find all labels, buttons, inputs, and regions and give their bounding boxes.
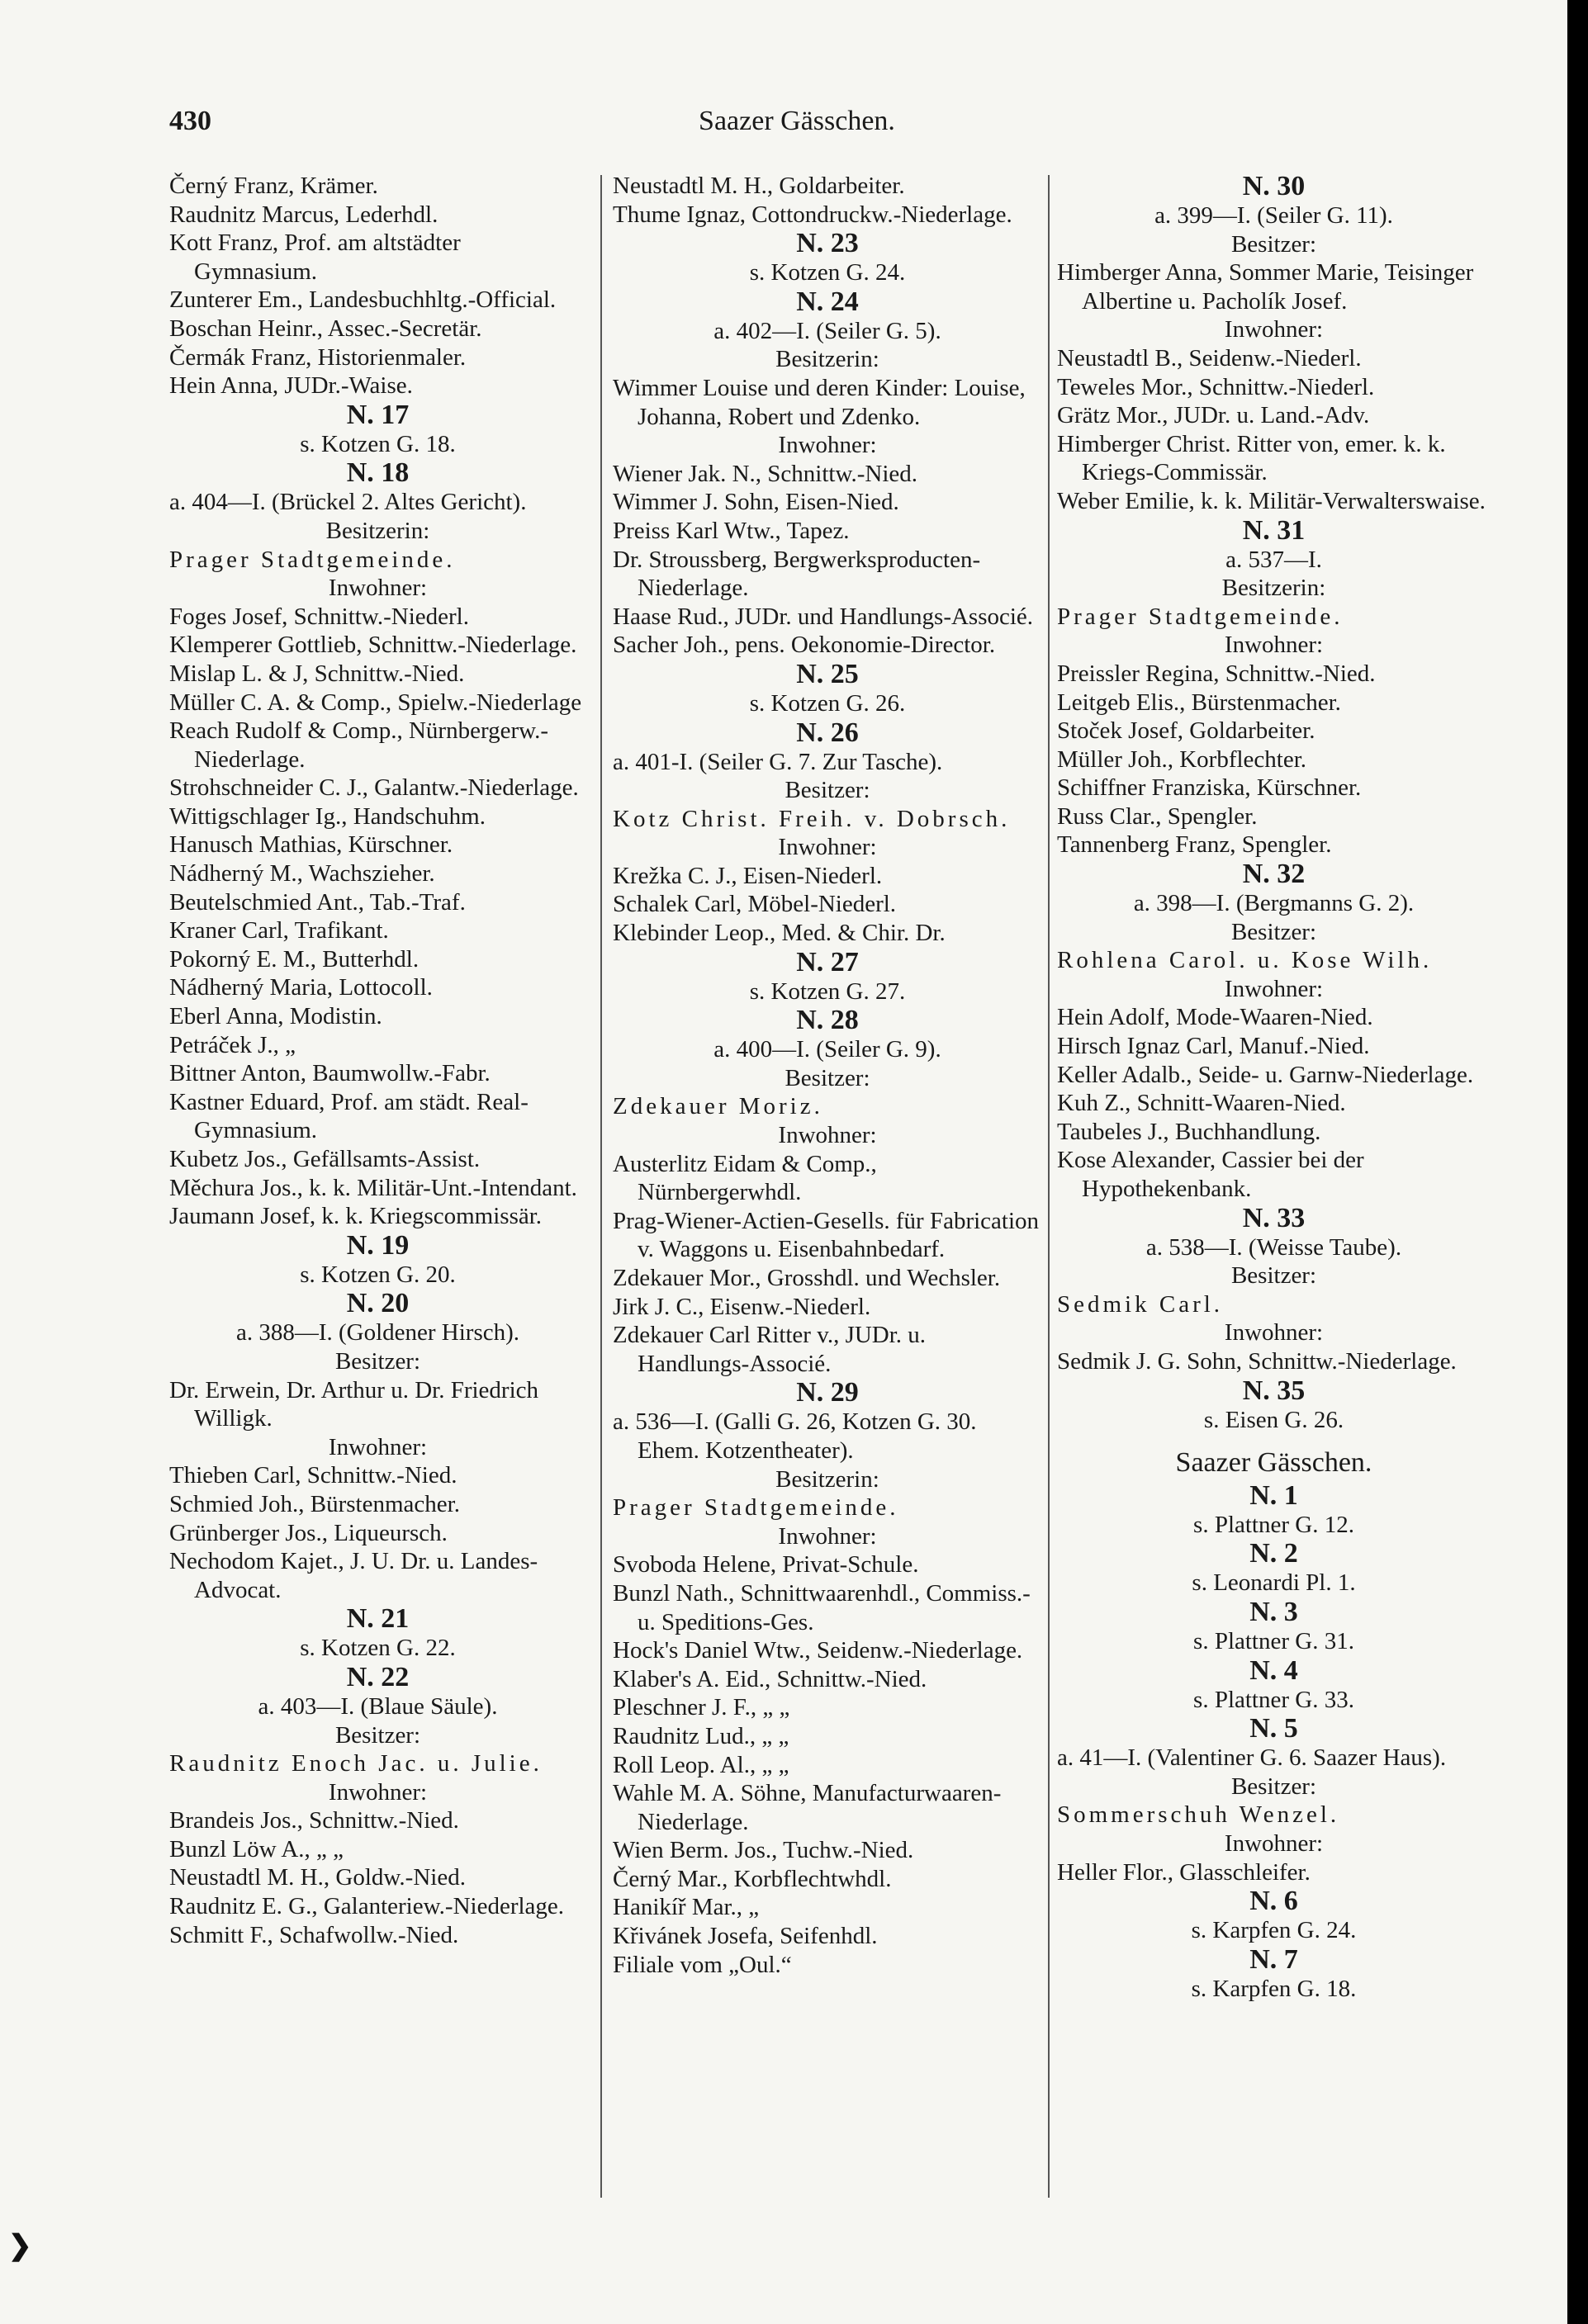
- owner-line: Prager Stadtgemeinde.: [613, 1494, 899, 1522]
- entry: Klebinder Leop., Med. & Chir. Dr.: [613, 920, 946, 947]
- house-number: N. 3: [1249, 1596, 1298, 1627]
- entry-note: a. 388—I. (Goldener Hirsch).: [235, 1319, 520, 1347]
- entry: Kuh Z., Schnitt-Waaren-Nied.: [1057, 1090, 1346, 1117]
- entry: Dr. Stroussberg, Bergwerksproducten-Niederlage.: [613, 546, 981, 602]
- house-number: N. 28: [796, 1005, 859, 1036]
- house-number: N. 22: [346, 1661, 410, 1692]
- entry: Křivánek Josefa, Seifenhdl.: [613, 1923, 878, 1950]
- entry: a. 536—I. (Galli G. 26, Kotzen G. 30. Ehem. Kotzentheater).: [613, 1408, 977, 1464]
- entry: Nádherný Maria, Lottocoll.: [169, 974, 433, 1001]
- entry: Raudnitz E. G., Galanteriew.-Niederlage.: [169, 1893, 565, 1920]
- house-number: N. 31: [1242, 514, 1306, 546]
- entry-note: Besitzer:: [1230, 918, 1317, 945]
- house-number: N. 4: [1249, 1654, 1298, 1686]
- house-number: N. 27: [796, 946, 859, 977]
- entry: Eberl Anna, Modistin.: [169, 1003, 382, 1030]
- running-title: Saazer Gässchen.: [699, 106, 895, 136]
- entry: Taubeles J., Buchhandlung.: [1057, 1118, 1321, 1145]
- entry: Pokorný E. M., Butterhdl.: [169, 945, 420, 973]
- entry: Wien Berm. Jos., Tuchw.-Nied.: [613, 1837, 914, 1864]
- entry: Raudnitz Marcus, Lederhdl.: [169, 201, 438, 228]
- entry: Hein Adolf, Mode-Waaren-Nied.: [1057, 1004, 1373, 1031]
- entry-note: Inwohner:: [778, 1122, 877, 1149]
- entry: Keller Adalb., Seide- u. Garnw-Niederlage.: [1057, 1061, 1474, 1088]
- entry-note: s. Kotzen G. 20.: [300, 1261, 456, 1288]
- owner-line: Prager Stadtgemeinde.: [1057, 603, 1344, 630]
- entry-note: Besitzer:: [1230, 1262, 1317, 1290]
- entry: Haase Rud., JUDr. und Handlungs-Associé.: [613, 603, 1034, 630]
- house-number: N. 30: [1242, 171, 1306, 201]
- entry-note: s. Karpfen G. 24.: [1191, 1917, 1357, 1944]
- entry: Kraner Carl, Trafikant.: [169, 917, 389, 944]
- entry: Wiener Jak. N., Schnittw.-Nied.: [613, 460, 918, 487]
- entry: Svoboda Helene, Privat-Schule.: [613, 1551, 919, 1579]
- entry: Krežka C. J., Eisen-Niederl.: [613, 862, 883, 889]
- entry-note: Besitzer:: [785, 777, 870, 804]
- entry: Kastner Eduard, Prof. am städt. Real-Gymnasium.: [169, 1088, 529, 1144]
- entry-note: Inwohner:: [328, 1778, 428, 1806]
- entry: Foges Josef, Schnittw.-Niederl.: [169, 603, 469, 630]
- entry-note: Inwohner:: [328, 575, 428, 602]
- entry: Klemperer Gottlieb, Schnittw.-Niederlage.: [169, 632, 577, 659]
- entry: Zdekauer Mor., Grosshdl. und Wechsler.: [613, 1265, 1001, 1291]
- entry: Wimmer J. Sohn, Eisen-Nied.: [613, 489, 899, 516]
- entry: Himberger Anna, Sommer Marie, Teisinger Albertine u. Pacholík Josef.: [1057, 259, 1474, 315]
- house-number: N. 32: [1242, 859, 1306, 890]
- entry: Schmied Joh., Bürstenmacher.: [169, 1490, 460, 1517]
- entry-note: Inwohner:: [1224, 1829, 1324, 1857]
- entry-note: Besitzerin:: [775, 1465, 879, 1493]
- entry-note: Inwohner:: [1224, 1319, 1324, 1347]
- entry: Himberger Christ. Ritter von, emer. k. k. Kriegs-Commissär.: [1057, 430, 1446, 486]
- entry: Müller Joh., Korbflechter.: [1057, 745, 1307, 773]
- house-number: N. 29: [796, 1377, 859, 1408]
- entry-note: s. Plattner G. 12.: [1193, 1511, 1354, 1538]
- column-right: [1057, 172, 1491, 2003]
- entry-note: s. Kotzen G. 26.: [749, 689, 906, 717]
- entry: Thume Ignaz, Cottondruckw.-Niederlage.: [613, 201, 1012, 228]
- entry-note: Besitzer:: [334, 1347, 421, 1375]
- entry-note: s. Kotzen G. 27.: [749, 977, 906, 1005]
- entry-note: Besitzerin:: [325, 517, 430, 544]
- entry: Filiale vom „Oul.“: [613, 1951, 792, 1978]
- entry: Wimmer Louise und deren Kinder: Louise, Johanna, Robert und Zdenko.: [613, 374, 1026, 430]
- entry: Hein Anna, JUDr.-Waise.: [169, 372, 413, 400]
- entry: Kubetz Jos., Gefällsamts-Assist.: [169, 1146, 481, 1172]
- house-number: N. 21: [346, 1603, 410, 1635]
- entry: Schalek Carl, Möbel-Niederl.: [613, 891, 897, 918]
- entry-note: Besitzer:: [334, 1721, 421, 1749]
- entry: a. 404—I. (Brückel 2. Altes Gericht).: [169, 489, 527, 516]
- entry: Teweles Mor., Schnittw.-Niederl.: [1057, 373, 1375, 400]
- entry: a. 401-I. (Seiler G. 7. Zur Tasche).: [613, 748, 943, 775]
- entry-note: a. 538—I. (Weisse Taube).: [1145, 1233, 1402, 1261]
- entry-note: Inwohner:: [1224, 975, 1324, 1002]
- entry: Čermák Franz, Historienmaler.: [169, 343, 467, 371]
- entry-note: s. Eisen G. 26.: [1203, 1406, 1344, 1433]
- entry: Prag-Wiener-Actien-Gesells. für Fabrication v. Waggons u. Eisenbahnbedarf.: [613, 1207, 1040, 1263]
- house-number: N. 19: [346, 1229, 410, 1261]
- margin-mark: ❯: [8, 2231, 32, 2261]
- entry-note: Besitzer:: [1230, 230, 1317, 258]
- section-heading: Saazer Gässchen.: [1175, 1447, 1372, 1479]
- entry: Neustadtl M. H., Goldw.-Nied.: [169, 1864, 466, 1891]
- entry-note: Besitzerin:: [775, 346, 879, 373]
- entry: a. 41—I. (Valentiner G. 6. Saazer Haus).: [1057, 1744, 1447, 1772]
- entry: Bunzl Nath., Schnittwaarenhdl., Commiss.- u. Speditions-Ges.: [613, 1579, 1031, 1635]
- entry-note: s. Plattner G. 31.: [1193, 1627, 1354, 1654]
- column-rule: [600, 175, 602, 2198]
- entry: Nádherný M., Wachszieher.: [169, 860, 435, 887]
- column-rule: [1048, 175, 1050, 2198]
- entry: Kott Franz, Prof. am altstädter Gymnasium.: [169, 230, 461, 285]
- entry: Stoček Josef, Goldarbeiter.: [1057, 717, 1315, 745]
- entry-note: s. Plattner G. 33.: [1193, 1686, 1354, 1713]
- entry: Mislap L. & J, Schnittw.-Nied.: [169, 660, 465, 687]
- entry-note: Inwohner:: [778, 834, 877, 861]
- entry: Petráček J., „: [169, 1031, 296, 1058]
- house-number: N. 6: [1249, 1886, 1298, 1917]
- entry: Zunterer Em., Landesbuchhltg.-Official.: [169, 286, 557, 314]
- entry: Jirk J. C., Eisenw.-Niederl.: [613, 1293, 871, 1320]
- entry: Klaber's A. Eid., Schnittw.-Nied.: [613, 1665, 927, 1692]
- entry: Neustadtl B., Seidenw.-Niederl.: [1057, 344, 1362, 372]
- entry-note: Inwohner:: [778, 1522, 877, 1550]
- house-number: N. 33: [1242, 1202, 1306, 1233]
- entry-note: a. 400—I. (Seiler G. 9).: [713, 1036, 941, 1063]
- entry-note: Inwohner:: [778, 432, 877, 459]
- entry: Kose Alexander, Cassier bei der Hypothekenbank.: [1057, 1147, 1364, 1202]
- entry: Černý Franz, Krämer.: [169, 173, 378, 199]
- house-number: N. 20: [346, 1288, 410, 1319]
- entry: Boschan Heinr., Assec.-Secretär.: [169, 315, 482, 342]
- page-header: [153, 106, 1441, 149]
- house-number: N. 35: [1242, 1375, 1306, 1406]
- entry-note: a. 403—I. (Blaue Säule).: [258, 1692, 498, 1720]
- house-number: N. 25: [796, 658, 859, 689]
- entry-note: s. Kotzen G. 22.: [300, 1635, 456, 1662]
- entry: Austerlitz Eidam & Comp., Nürnbergerwhdl.: [613, 1150, 877, 1206]
- entry: Preissler Regina, Schnittw.-Nied.: [1057, 660, 1376, 687]
- entry: Hock's Daniel Wtw., Seidenw.-Niederlage.: [613, 1637, 1023, 1664]
- owner-line: Rohlena Carol. u. Kose Wilh.: [1057, 947, 1433, 974]
- entry-note: Besitzer:: [1230, 1773, 1317, 1800]
- entry-note: s. Kotzen G. 24.: [749, 259, 906, 286]
- entry: Pleschner J. F., „ „: [613, 1694, 790, 1721]
- entry: Černý Mar., Korbflechtwhdl.: [613, 1865, 892, 1892]
- house-number: N. 23: [796, 228, 859, 259]
- entry: Hanikíř Mar., „: [613, 1894, 760, 1921]
- entry-note: a. 402—I. (Seiler G. 5).: [713, 317, 941, 344]
- entry-note: s. Kotzen G. 18.: [300, 430, 456, 457]
- entry: Beutelschmied Ant., Tab.-Traf.: [169, 888, 466, 916]
- entry-note: Inwohner:: [1224, 632, 1324, 659]
- house-number: N. 17: [346, 399, 410, 430]
- owner-line: Sedmik Carl.: [1057, 1290, 1224, 1318]
- entry: Nechodom Kajet., J. U. Dr. u. Landes-Advocat.: [169, 1548, 538, 1603]
- entry-note: a. 398—I. (Bergmanns G. 2).: [1133, 890, 1415, 917]
- column-left: [169, 172, 586, 1949]
- entry: Wittigschlager Ig., Handschuhm.: [169, 802, 486, 830]
- house-number: N. 2: [1249, 1538, 1298, 1569]
- entry: Měchura Jos., k. k. Militär-Unt.-Intendant.: [169, 1174, 577, 1201]
- entry-note: Inwohner:: [1224, 316, 1324, 343]
- entry: Grätz Mor., JUDr. u. Land.-Adv.: [1057, 402, 1370, 429]
- entry: Thieben Carl, Schnittw.-Nied.: [169, 1462, 457, 1489]
- page-number: 430: [169, 106, 211, 136]
- entry: Hirsch Ignaz Carl, Manuf.-Nied.: [1057, 1033, 1370, 1060]
- entry-note: Inwohner:: [328, 1433, 428, 1460]
- entry: Schiffner Franziska, Kürschner.: [1057, 774, 1362, 802]
- house-number: N. 18: [346, 457, 410, 489]
- entry: Neustadtl M. H., Goldarbeiter.: [613, 173, 905, 199]
- house-number: N. 5: [1249, 1713, 1298, 1744]
- entry-note: a. 399—I. (Seiler G. 11).: [1154, 202, 1393, 229]
- house-number: N. 24: [796, 286, 859, 317]
- entry: Leitgeb Elis., Bürstenmacher.: [1057, 689, 1341, 716]
- entry-note: Besitzerin:: [1221, 575, 1326, 602]
- entry: Heller Flor., Glasschleifer.: [1057, 1858, 1311, 1886]
- entry: Grünberger Jos., Liqueursch.: [169, 1519, 448, 1546]
- entry: Bunzl Löw A., „ „: [169, 1835, 344, 1863]
- entry-note: Besitzer:: [785, 1064, 870, 1091]
- entry: Brandeis Jos., Schnittw.-Nied.: [169, 1807, 459, 1834]
- entry: Sacher Joh., pens. Oekonomie-Director.: [613, 632, 996, 659]
- entry: Hanusch Mathias, Kürschner.: [169, 831, 453, 859]
- owner-line: Kotz Christ. Freih. v. Dobrsch.: [613, 805, 1011, 832]
- house-number: N. 26: [796, 717, 859, 748]
- entry-note: s. Leonardi Pl. 1.: [1192, 1569, 1356, 1597]
- entry: Roll Leop. Al., „ „: [613, 1751, 789, 1778]
- owner-line: Zdekauer Moriz.: [613, 1093, 823, 1120]
- entry: Raudnitz Lud., „ „: [613, 1722, 789, 1749]
- house-number: N. 7: [1249, 1943, 1298, 1975]
- entry: Sedmik J. G. Sohn, Schnittw.-Niederlage.: [1057, 1347, 1457, 1375]
- entry: Jaumann Josef, k. k. Kriegscommissär.: [169, 1203, 543, 1230]
- entry: Müller C. A. & Comp., Spielw.-Niederlage: [169, 689, 582, 716]
- entry: Weber Emilie, k. k. Militär-Verwalterswaise.: [1057, 487, 1486, 514]
- entry: Reach Rudolf & Comp., Nürnbergerw.-Niederlage.: [169, 717, 549, 773]
- owner-line: Raudnitz Enoch Jac. u. Julie.: [169, 1750, 543, 1777]
- owner-line: Sommerschuh Wenzel.: [1057, 1801, 1340, 1829]
- column-middle: [613, 172, 1042, 1979]
- entry: Schmitt F., Schafwollw.-Nied.: [169, 1921, 459, 1948]
- entry: Preiss Karl Wtw., Tapez.: [613, 517, 850, 544]
- entry-note: a. 537—I.: [1225, 546, 1322, 573]
- entry: Bittner Anton, Baumwollw.-Fabr.: [169, 1060, 491, 1087]
- entry: Zdekauer Carl Ritter v., JUDr. u. Handlungs-Associé.: [613, 1322, 927, 1377]
- entry: Strohschneider C. J., Galantw.-Niederlage.: [169, 774, 579, 802]
- entry: Wahle M. A. Söhne, Manufacturwaaren-Niederlage.: [613, 1780, 1002, 1835]
- entry: Dr. Erwein, Dr. Arthur u. Dr. Friedrich Willigk.: [169, 1376, 539, 1432]
- house-number: N. 1: [1249, 1479, 1298, 1511]
- entry: Russ Clar., Spengler.: [1057, 802, 1258, 830]
- owner-line: Prager Stadtgemeinde.: [169, 546, 456, 573]
- entry-note: s. Karpfen G. 18.: [1191, 1975, 1357, 2002]
- entry: Tannenberg Franz, Spengler.: [1057, 831, 1332, 859]
